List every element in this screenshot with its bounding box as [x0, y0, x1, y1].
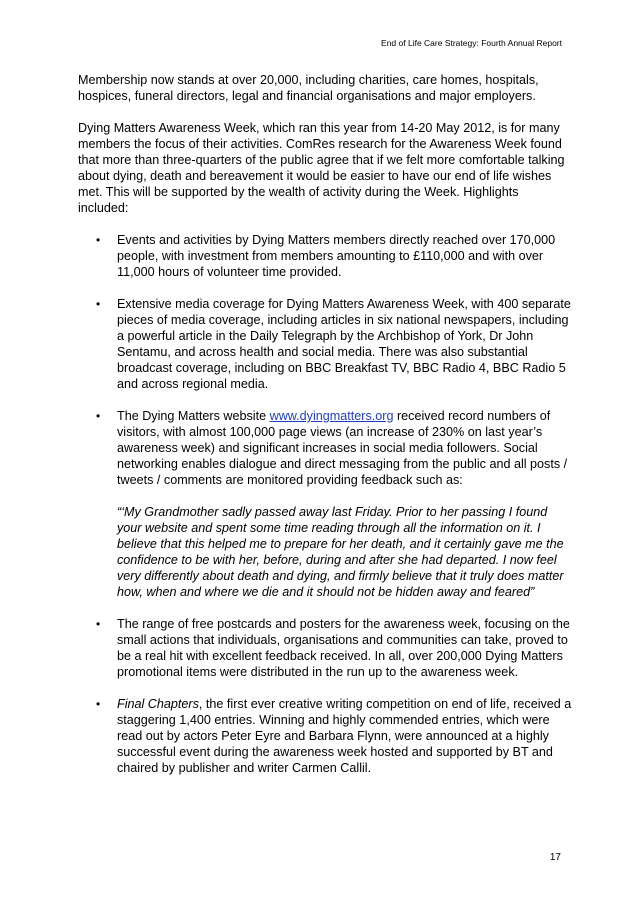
running-header: End of Life Care Strategy: Fourth Annual Report: [381, 38, 562, 48]
bullet-icon: •: [96, 617, 101, 631]
final-chapters-text: , the first ever creative writing competition on end of life, received a staggering 1,400 entries. Winning and highly commended entries, which were read out by actors Peter Eyre and Barbara Flynn, were announced at a highly successful event during the awareness week hosted and supported by BT and chaired by publisher and writer Carmen Callil.: [117, 697, 572, 775]
bullet-icon: •: [96, 297, 101, 311]
media-text: Extensive media coverage for Dying Matters Awareness Week, with 400 separate pieces of media coverage, including articles in six national newspapers, including a powerful article in the Daily Telegraph by the Archbishop of York, Dr John Sentamu, and across health and social media. There was also substantial broadcast coverage, including on BBC Breakfast TV, BBC Radio 4, BBC Radio 5 and across regional media.: [117, 297, 571, 391]
events-text: Events and activities by Dying Matters members directly reached over 170,000 people, with investment from members amounting to £110,000 and with over 11,000 hours of volunteer time provided.: [117, 233, 556, 279]
bullet-icon: •: [96, 409, 101, 423]
bullet-icon: •: [96, 697, 101, 711]
website-text-before: The Dying Matters website: [117, 409, 270, 423]
awareness-week-paragraph: Dying Matters Awareness Week, which ran this year from 14-20 May 2012, is for many members the focus of their activities. ComRes research for the Awareness Week found that more than three-quarters of the public agree that if we felt more comfortable talking about dying, death and bereavement it would be easier to have our end of life wishes met. This will be supported by the wealth of activity during the Week. Highlights included:: [78, 121, 565, 215]
highlights-list: [78, 232, 572, 776]
list-item: [78, 232, 572, 280]
testimonial-quote: “‘My Grandmother sadly passed away last Friday. Prior to her passing I found your website and spent some time reading through all the information on it. I believe that this helped me to prepare for her death, and it certainly gave me the confidence to be with her, before, during and after she had departed. I now feel very differently about death and dying, and firmly believe that it truly does matter how, when and where we die and it should not be hidden away and feared”: [117, 505, 564, 599]
membership-paragraph: Membership now stands at over 20,000, including charities, care homes, hospitals, hospices, funeral directors, legal and financial organisations and major employers.: [78, 73, 539, 103]
page-number: 17: [549, 852, 561, 863]
list-item: [78, 696, 572, 776]
final-chapters-title: Final Chapters: [117, 697, 199, 711]
bullet-icon: •: [96, 233, 101, 247]
website-text-after: received record numbers of visitors, with almost 100,000 page views (an increase of 230% on last year’s awareness week) and significant increases in social media followers. Social networking enables dialogue and direct messaging from the public and all posts / tweets / comments are monitored providing feedback such as:: [117, 409, 568, 487]
dying-matters-website-link[interactable]: www.dyingmatters.org: [269, 409, 394, 423]
main-content: [78, 72, 572, 792]
list-item: [78, 408, 572, 600]
postcards-text: The range of free postcards and posters for the awareness week, focusing on the small actions that individuals, organisations and communities can take, proved to be a real hit with excellent feedback received. In all, over 200,000 Dying Matters promotional items were distributed in the run up to the awareness week.: [117, 617, 570, 679]
list-item: [78, 296, 572, 392]
list-item: [78, 616, 572, 680]
